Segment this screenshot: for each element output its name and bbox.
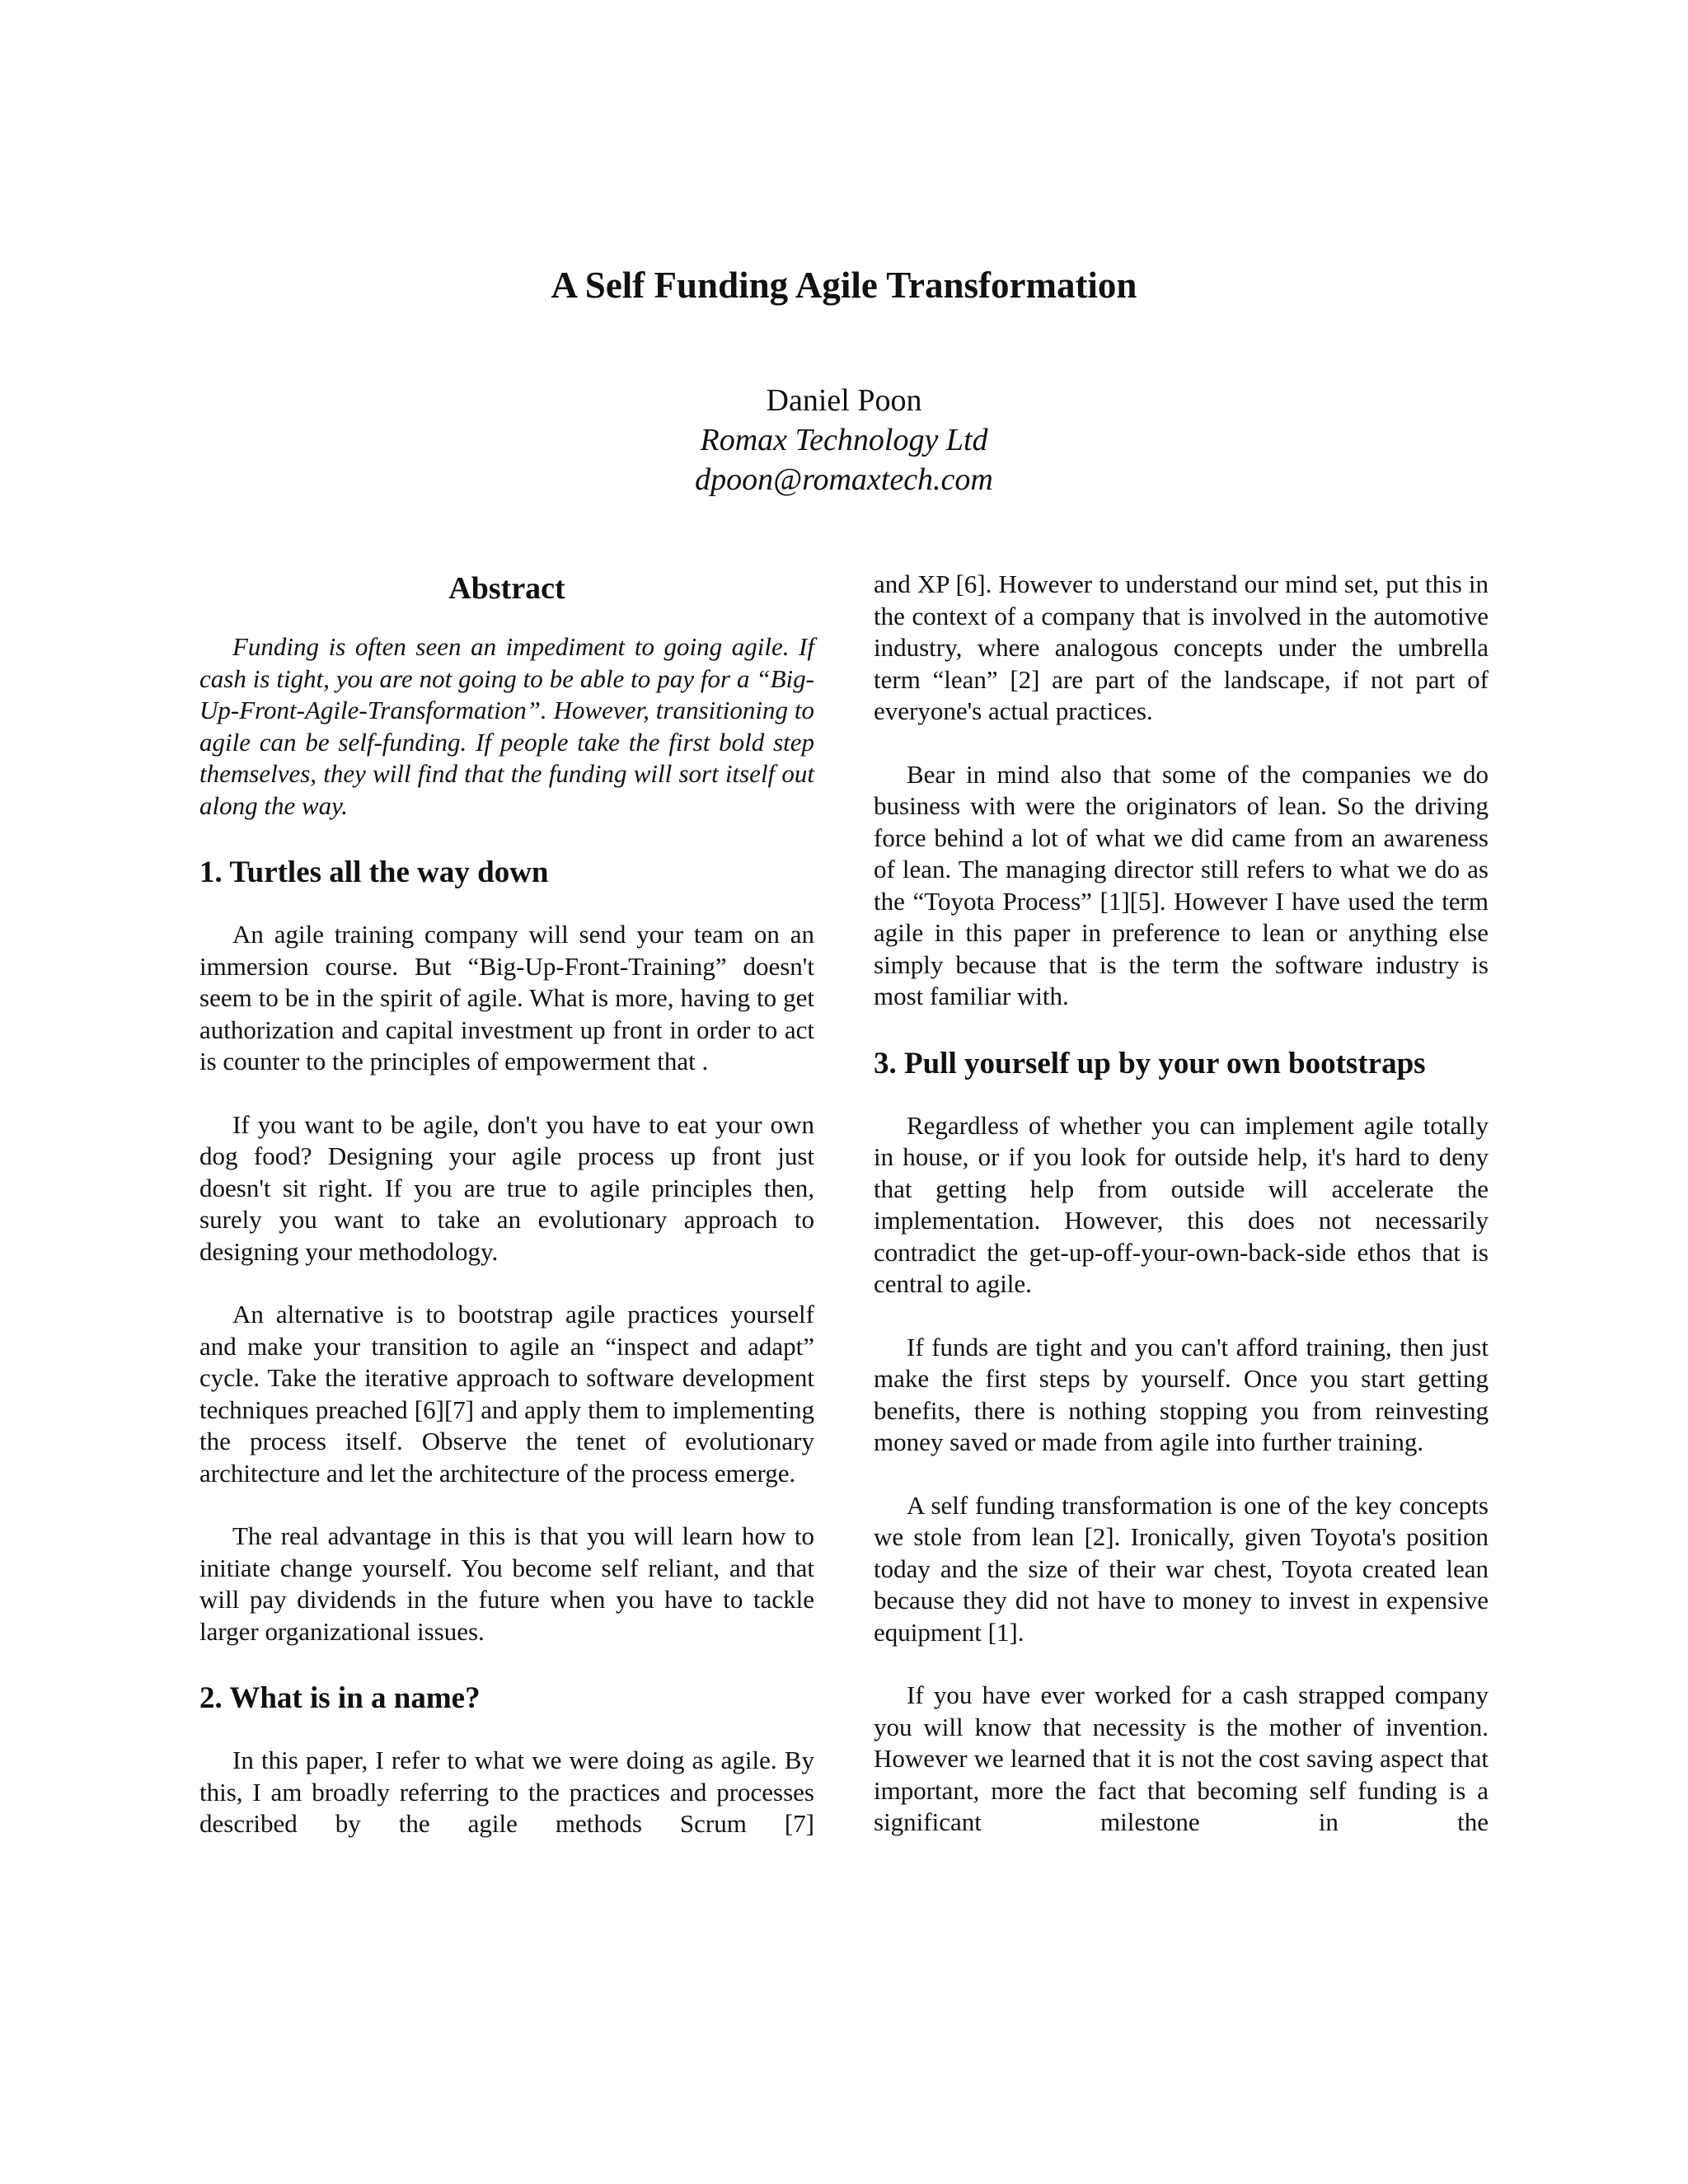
author-affiliation: Romax Technology Ltd (700, 423, 988, 457)
paper-title: A Self Funding Agile Transformation (551, 265, 1137, 306)
section-1-paragraph-1: An agile training company will send your team on an immersion course. But “Big-Up-Front-Training” doesn't seem to be in the spirit of agile. What is more, having to get authorization and capital investment up front in order to act is counter to the principles of empowerment that . (199, 920, 814, 1076)
section-1-paragraph-3: An alternative is to bootstrap agile practices yourself and make your transition to agile an “inspect and adapt” cycle. Take the iterative approach to software development techniques preached [6][7] and apply them to implementing the process itself. Observe the tenet of evolutionary architecture and let the architecture of the process emerge. (199, 1300, 814, 1488)
section-3-heading: 3. Pull yourself up by your own bootstraps (874, 1046, 1426, 1080)
author-block (0, 381, 1688, 499)
right-column (874, 569, 1489, 1870)
section-2-paragraph-1-continued: and XP [6]. However to understand our mind set, put this in the context of a company that is involved in the automotive industry, where analogous concepts under the umbrella term “lean” [2] are part of the landscape, if not part of everyone's actual practices. (874, 569, 1489, 725)
section-3-paragraph-4: If you have ever worked for a cash strapped company you will know that necessity is the mother of invention. However we learned that it is not the cost saving aspect that important, more the fact that becoming self funding is a significant milestone in the (874, 1680, 1489, 1836)
section-2-paragraph-2: Bear in mind also that some of the companies we do business with were the originators of lean. So the driving force behind a lot of what we did came from an awareness of lean. The managing director still refers to what we do as the “Toyota Process” [1][5]. However I have used the term agile in this paper in preference to lean or anything else simply because that is the term the software industry is most familiar with. (874, 759, 1489, 1010)
section-2-heading: 2. What is in a name? (199, 1681, 481, 1715)
left-column (199, 569, 814, 1872)
abstract-text: Funding is often seen an impediment to going agile. If cash is tight, you are not going to be able to pay for a “Big-Up-Front-Agile-Transformation”. However, transitioning to agile can be self-funding. If people take the first bold step themselves, they will find that the funding will sort itself out along the way. (199, 632, 814, 820)
section-3-paragraph-3: A self funding transformation is one of the key concepts we stole from lean [2]. Ironically, given Toyota's position today and the size of their war chest, Toyota created lean because they did not have to money to invest in expensive equipment [1]. (874, 1490, 1489, 1647)
section-3-paragraph-1: Regardless of whether you can implement agile totally in house, or if you look for outside help, it's hard to deny that getting help from outside will accelerate the implementation. However, this does not necessarily contradict the get-up-off-your-own-back-side ethos that is central to agile. (874, 1110, 1489, 1298)
section-1-paragraph-4: The real advantage in this is that you will learn how to initiate change yourself. You become self reliant, and that will pay dividends in the future when you have to tackle larger organizational issues. (199, 1521, 814, 1646)
author-email: dpoon@romaxtech.com (695, 462, 993, 497)
section-3-paragraph-2: If funds are tight and you can't afford training, then just make the first steps by yourself. Once you start getting benefits, there is nothing stopping you from reinvesting money saved or made from agile into further training. (874, 1332, 1489, 1456)
section-1-heading: 1. Turtles all the way down (199, 855, 549, 889)
author-name: Daniel Poon (766, 383, 922, 418)
section-2-paragraph-1: In this paper, I refer to what we were doing as agile. By this, I am broadly referring to the practices and processes described by the agile methods Scrum [7] (199, 1746, 814, 1838)
section-1-paragraph-2: If you want to be agile, don't you have to eat your own dog food? Designing your agile process up front just doesn't sit right. If you are true to agile principles then, surely you want to take an evolutionary approach to designing your methodology. (199, 1109, 814, 1266)
abstract-heading: Abstract (448, 571, 565, 606)
